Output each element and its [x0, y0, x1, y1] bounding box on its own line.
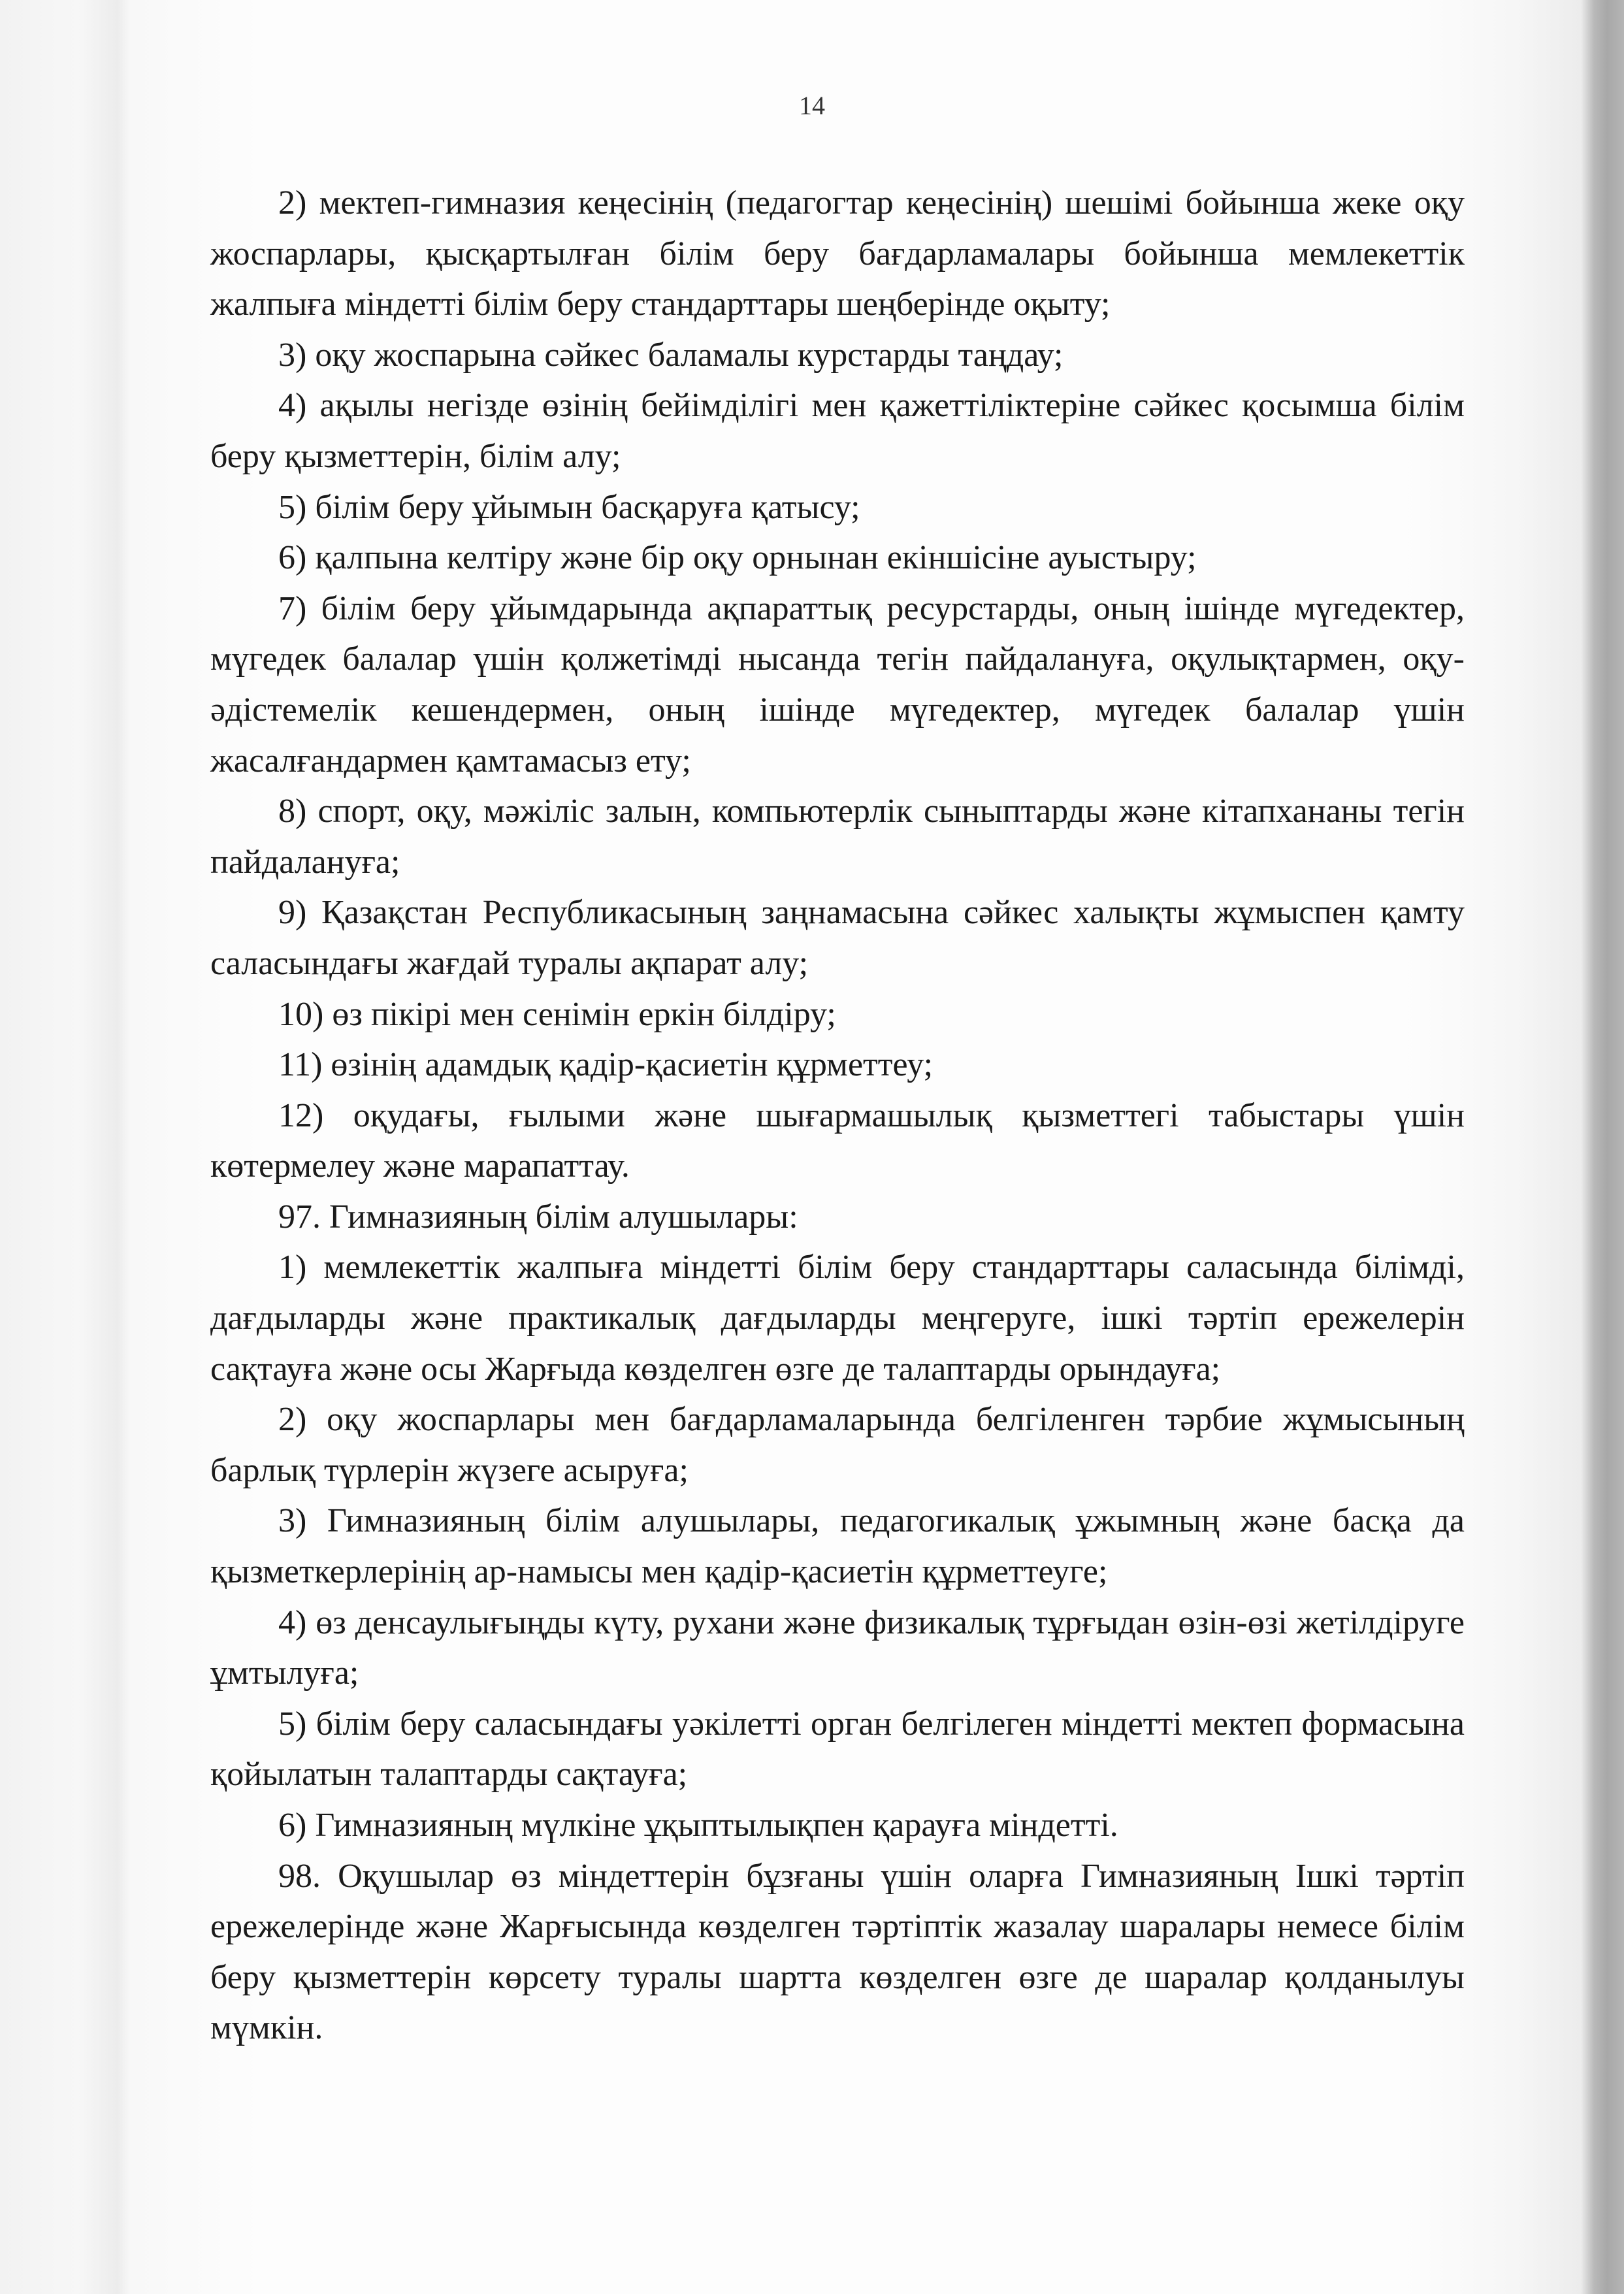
paragraph-item-3-alternative-courses: 3) оқу жоспарына сәйкес баламалы курстарды таңдау; — [278, 336, 1064, 374]
paragraph-item-5-governance: 5) білім беру ұйымын басқаруға қатысу; — [278, 488, 860, 526]
paragraph-97-item-2: 2) оқу жоспарлары мен бағдарламаларында белгіленген тәрбие жұмысының барлық түрлерін жүзеге асыруға; — [210, 1401, 1465, 1489]
paragraph-item-12-rewards: 12) оқудағы, ғылыми және шығармашылық қызметтегі табыстары үшін көтермелеу және марапаттау. — [210, 1096, 1465, 1185]
paragraph-item-10-free-expression: 10) өз пікірі мен сенімін еркін білдіру; — [278, 995, 836, 1033]
paragraph-item-9-employment-info: 9) Қазақстан Республикасының заңнамасына сәйкес халықты жұмыспен қамту саласындағы жағдай туралы ақпарат алу; — [210, 894, 1465, 982]
paragraph-item-7-information-resources: 7) білім беру ұйымдарында ақпараттық ресурстарды, оның ішінде мүгедектер, мүгедек балалар үшін қолжетімді нысанда тегін пайдалануға, оқулықтармен, оқу-әдістемелік кешендермен, оның ішінде мүгедектер, мүгедек балалар үшін жасалғандармен қамтамасыз ету; — [210, 589, 1465, 779]
paragraph-item-11-dignity: 11) өзінің адамдық қадір-қасиетін құрметтеу; — [278, 1046, 934, 1084]
page-number: 14 — [799, 91, 825, 120]
section-98-paragraph: 98. Оқушылар өз міндеттерін бұзғаны үшін оларға Гимназияның Ішкі тәртіп ережелерінде және Жарғысында көзделген тәртіптік жазалау шаралары немесе білім беру қызметтерін көрсету туралы шартта көзделген өзге де шаралар қолданылуы мүмкін. — [210, 1857, 1465, 2047]
paragraph-97-item-5: 5) білім беру саласындағы уәкілетті орган белгілеген міндетті мектеп формасына қойылатын талаптарды сақтауға; — [210, 1705, 1465, 1794]
paragraph-item-2-individual-plans: 2) мектеп-гимназия кеңесінің (педагогтар кеңесінің) шешімі бойынша жеке оқу жоспарлары, қысқартылған білім беру бағдарламалары бойынша мемлекеттік жалпыға міндетті білім беру стандарттары шеңберінде оқыту; — [210, 184, 1465, 323]
section-97-heading: 97. Гимназияның білім алушылары: — [278, 1198, 798, 1236]
paragraph-item-4-paid-services: 4) ақылы негізде өзінің бейімділігі мен қажеттіліктеріне сәйкес қосымша білім беру қызметтерін, білім алу; — [210, 387, 1465, 475]
paragraph-97-item-6: 6) Гимназияның мүлкіне ұқыптылықпен қарауға міндетті. — [278, 1807, 1118, 1844]
document-body — [210, 178, 1465, 2054]
paragraph-97-item-3: 3) Гимназияның білім алушылары, педагогикалық ұжымның және басқа да қызметкерлерінің ар-намысы мен қадір-қасиетін құрметтеуге; — [210, 1502, 1465, 1591]
paragraph-97-item-1: 1) мемлекеттік жалпыға міндетті білім беру стандарттары саласында білімді, дағдыларды және практикалық дағдыларды меңгеруге, ішкі тәртіп ережелерін сақтауға және осы Жарғыда көзделген өзге де талаптарды орындауға; — [210, 1249, 1465, 1388]
paragraph-item-8-facilities: 8) спорт, оқу, мәжіліс залын, компьютерлік сыныптарды және кітапхананы тегін пайдалануға; — [210, 793, 1465, 881]
paragraph-item-6-transfer: 6) қалпына келтіру және бір оқу орнынан екіншісіне ауыстыру; — [278, 539, 1197, 577]
paragraph-97-item-4: 4) өз денсаулығыңды күту, рухани және физикалық тұрғыдан өзін-өзі жетілдіруге ұмтылуға; — [210, 1603, 1465, 1692]
